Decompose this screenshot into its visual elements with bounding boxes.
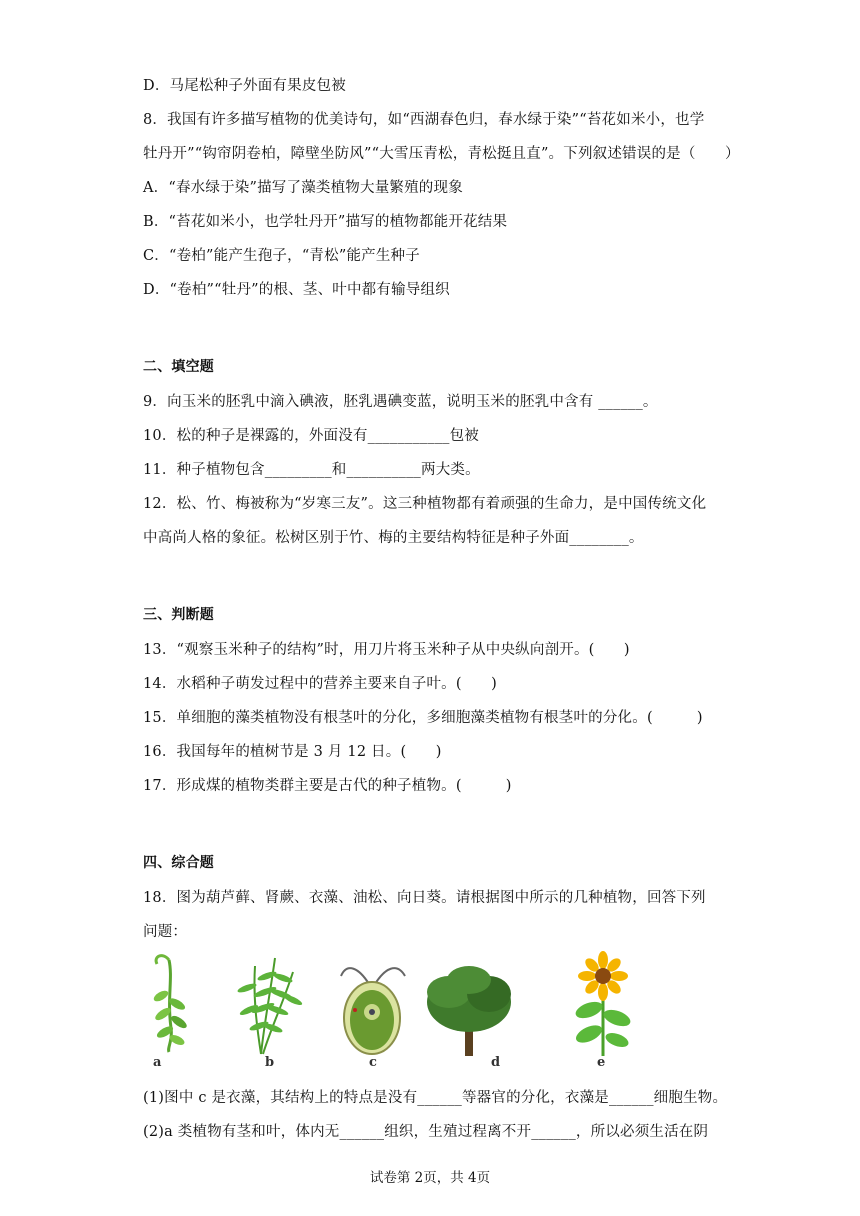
text-line: 9．向玉米的胚乳中滴入碘液，胚乳遇碘变蓝，说明玉米的胚乳中含有 ______。 xyxy=(143,394,658,410)
figure-label-b: b xyxy=(265,1055,275,1070)
text-line: 13．“观察玉米种子的结构”时，用刀片将玉米种子从中央纵向剖开。( ) xyxy=(143,642,630,658)
figure-label-a: a xyxy=(153,1055,162,1070)
text-line: 18．图为葫芦藓、肾蕨、衣藻、油松、向日葵。请根据图中所示的几种植物，回答下列 xyxy=(143,890,706,906)
text-line: D．“卷柏”“牡丹”的根、茎、叶中都有输导组织 xyxy=(143,282,450,298)
text-line: 17．形成煤的植物类群主要是古代的种子植物。( ) xyxy=(143,778,512,794)
text-line: (2)a 类植物有茎和叶，体内无______组织，生殖过程离不开______，所以必须生活在阴 xyxy=(143,1124,709,1140)
section-heading: 二、填空题 xyxy=(143,359,214,375)
plant-figure xyxy=(143,948,663,1070)
text-line: 15．单细胞的藻类植物没有根茎叶的分化，多细胞藻类植物有根茎叶的分化。( ) xyxy=(143,710,703,726)
text-line: 8．我国有许多描写植物的优美诗句，如“西湖春色归，春水绿于染”“苔花如米小，也学 xyxy=(143,112,705,128)
text-line: A．“春水绿于染”描写了藻类植物大量繁殖的现象 xyxy=(143,180,463,196)
text-line: 12．松、竹、梅被称为“岁寒三友”。这三种植物都有着顽强的生命力，是中国传统文化 xyxy=(143,496,707,512)
section-heading: 三、判断题 xyxy=(143,607,214,623)
text-line: 问题： xyxy=(143,924,188,940)
moss-image xyxy=(152,956,189,1052)
chlamydomonas-image xyxy=(341,968,405,1054)
page-footer: 试卷第 2页，共 4页 xyxy=(369,1170,491,1186)
text-line: 16．我国每年的植树节是 3 月 12 日。( ) xyxy=(143,744,442,760)
text-line: D．马尾松种子外面有果皮包被 xyxy=(143,78,346,94)
text-line: C．“卷柏”能产生孢子，“青松”能产生种子 xyxy=(143,248,420,264)
figure-label-c: c xyxy=(369,1055,377,1070)
text-line: 11．种子植物包含_________和__________两大类。 xyxy=(143,462,480,478)
section-heading: 四、综合题 xyxy=(143,855,214,871)
text-line: 中高尚人格的象征。松树区别于竹、梅的主要结构特征是种子外面________。 xyxy=(143,530,644,546)
text-line: 牡丹开”“钩帘阴卷柏，障壁坐防风”“大雪压青松，青松挺且直”。下列叙述错误的是（ ） xyxy=(143,146,740,162)
fern-image xyxy=(237,958,304,1054)
text-line: 10．松的种子是裸露的，外面没有___________包被 xyxy=(143,428,479,444)
text-line: (1)图中 c 是衣藻，其结构上的特点是没有______等器官的分化，衣藻是______细胞生物。 xyxy=(143,1090,728,1106)
pine-tree-image xyxy=(427,966,511,1056)
figure-label-e: e xyxy=(597,1055,606,1070)
text-line: 14．水稻种子萌发过程中的营养主要来自子叶。( ) xyxy=(143,676,497,692)
sunflower-image xyxy=(573,951,632,1056)
figure-label-d: d xyxy=(491,1055,501,1070)
text-line: B．“苔花如米小，也学牡丹开”描写的植物都能开花结果 xyxy=(143,214,508,230)
